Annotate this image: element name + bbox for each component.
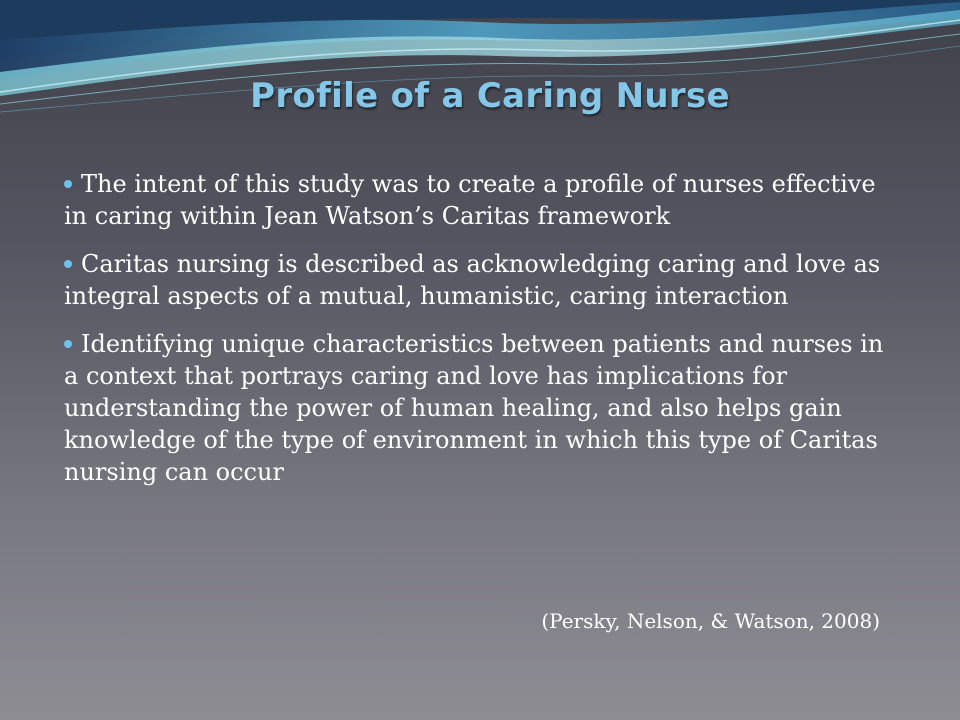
bullet-text: Identifying unique characteristics between patients and nurses in a context that portrays caring and love has implications for understanding the power of human healing, and also helps gain knowledge of the type of environment in which this type of Caritas nursing can occur — [64, 330, 884, 486]
citation: (Persky, Nelson, & Watson, 2008) — [541, 609, 880, 633]
slide-title: Profile of a Caring Nurse — [250, 76, 730, 116]
bullet-dot-icon — [64, 340, 72, 348]
bullet-item — [64, 328, 894, 488]
bullet-text: Caritas nursing is described as acknowledging caring and love as integral aspects of a mutual, humanistic, caring interaction — [64, 250, 881, 310]
bullet-text: The intent of this study was to create a profile of nurses effective in caring within Jean Watson’s Caritas framework — [64, 170, 876, 230]
bullet-dot-icon — [64, 180, 72, 188]
bullet-item — [64, 168, 894, 232]
bullet-item — [64, 248, 894, 312]
bullet-dot-icon — [64, 260, 72, 268]
bullet-list — [64, 168, 894, 504]
